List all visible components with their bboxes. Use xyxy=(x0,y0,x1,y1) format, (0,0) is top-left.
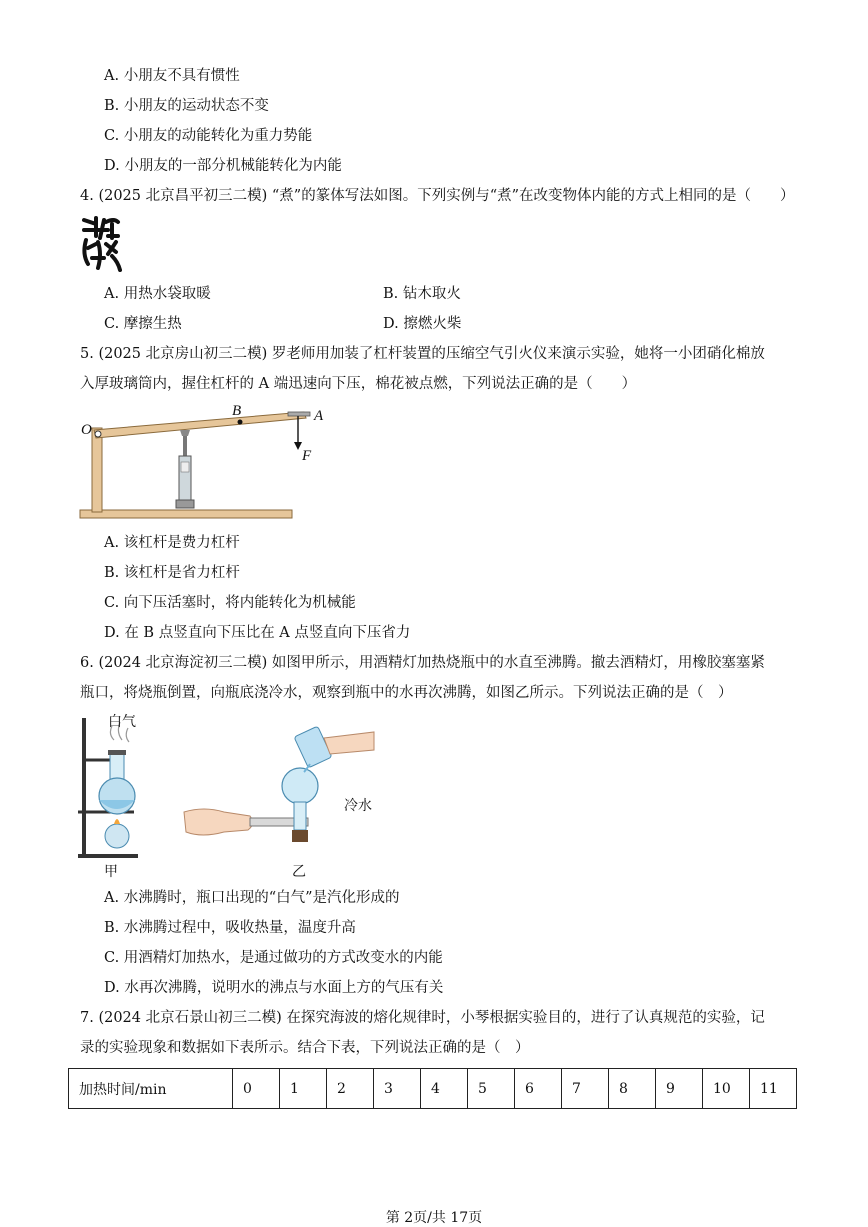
table-cell: 8 xyxy=(609,1069,656,1109)
table-cell: 6 xyxy=(515,1069,562,1109)
table-cell: 2 xyxy=(327,1069,374,1109)
table-cell: 9 xyxy=(656,1069,703,1109)
table-header-cell: 加热时间/min xyxy=(69,1069,233,1109)
label-o: O xyxy=(81,422,92,438)
table-cell: 1 xyxy=(280,1069,327,1109)
q3-option-c: C. 小朋友的动能转化为重力势能 xyxy=(104,128,313,144)
table-cell: 3 xyxy=(374,1069,421,1109)
q6-option-a: A. 水沸腾时，瓶口出现的“白气”是汽化形成的 xyxy=(104,890,400,906)
heating-data-table xyxy=(68,1068,797,1109)
table-cell: 7 xyxy=(562,1069,609,1109)
table-row xyxy=(69,1069,797,1109)
q4-stem: 4. (2025 北京昌平初三二模) “煮”的篆体写法如图。下列实例与“煮”在改变物体内能的方式上相同的是（ ） xyxy=(80,188,795,204)
label-f: F xyxy=(302,448,312,464)
q5-option-b: B. 该杠杆是省力杠杆 xyxy=(104,565,240,581)
table-cell: 5 xyxy=(468,1069,515,1109)
q6-option-b: B. 水沸腾过程中，吸收热量，温度升高 xyxy=(104,920,356,936)
q6-option-c: C. 用酒精灯加热水，是通过做功的方式改变水的内能 xyxy=(104,950,443,966)
q4-option-b: B. 钻木取火 xyxy=(383,286,461,302)
q5-stem-line1: 5. (2025 北京房山初三二模) 罗老师用加装了杠杆装置的压缩空气引火仪来演示实验，她将一小团硝化棉放 xyxy=(80,346,765,362)
q4-option-c: C. 摩擦生热 xyxy=(104,316,182,332)
table-cell: 0 xyxy=(233,1069,280,1109)
table-cell: 11 xyxy=(750,1069,797,1109)
q5-stem-line2: 入厚玻璃筒内，握住杠杆的 A 端迅速向下压，棉花被点燃，下列说法正确的是（ ） xyxy=(80,376,637,392)
label-a: A xyxy=(314,408,324,424)
q6-stem-line2: 瓶口，将烧瓶倒置，向瓶底浇冷水，观察到瓶中的水再次沸腾，如图乙所示。下列说法正确的是（ ） xyxy=(80,685,733,701)
q5-option-d: D. 在 B 点竖直向下压比在 A 点竖直向下压省力 xyxy=(104,625,411,641)
table-cell: 10 xyxy=(703,1069,750,1109)
q5-option-c: C. 向下压活塞时，将内能转化为机械能 xyxy=(104,595,356,611)
table-cell: 4 xyxy=(421,1069,468,1109)
page-footer: 第 2页/共 17页 xyxy=(385,1210,483,1226)
q4-option-a: A. 用热水袋取暖 xyxy=(104,286,211,302)
boiling-flask-figure xyxy=(74,708,394,880)
label-yi: 乙 xyxy=(292,864,306,880)
label-b: B xyxy=(232,403,242,419)
q6-option-d: D. 水再次沸腾，说明水的沸点与水面上方的气压有关 xyxy=(104,980,444,996)
seal-script-zhu-image xyxy=(78,214,124,272)
q7-stem-line2: 录的实验现象和数据如下表所示。结合下表，下列说法正确的是（ ） xyxy=(80,1040,530,1056)
q5-option-a: A. 该杠杆是费力杠杆 xyxy=(104,535,240,551)
q4-option-d: D. 擦燃火柴 xyxy=(383,316,462,332)
lever-apparatus-figure xyxy=(76,400,336,524)
q3-option-b: B. 小朋友的运动状态不变 xyxy=(104,98,269,114)
q3-option-a: A. 小朋友不具有惯性 xyxy=(104,68,240,84)
label-cold-water: 冷水 xyxy=(344,798,372,814)
label-jia: 甲 xyxy=(104,864,118,880)
q6-stem-line1: 6. (2024 北京海淀初三二模) 如图甲所示，用酒精灯加热烧瓶中的水直至沸腾。撤去酒精灯，用橡胶塞塞紧 xyxy=(80,655,765,671)
q7-stem-line1: 7. (2024 北京石景山初三二模) 在探究海波的熔化规律时，小琴根据实验目的，进行了认真规范的实验，记 xyxy=(80,1010,765,1026)
q3-option-d: D. 小朋友的一部分机械能转化为内能 xyxy=(104,158,342,174)
label-steam: 白气 xyxy=(108,714,136,730)
